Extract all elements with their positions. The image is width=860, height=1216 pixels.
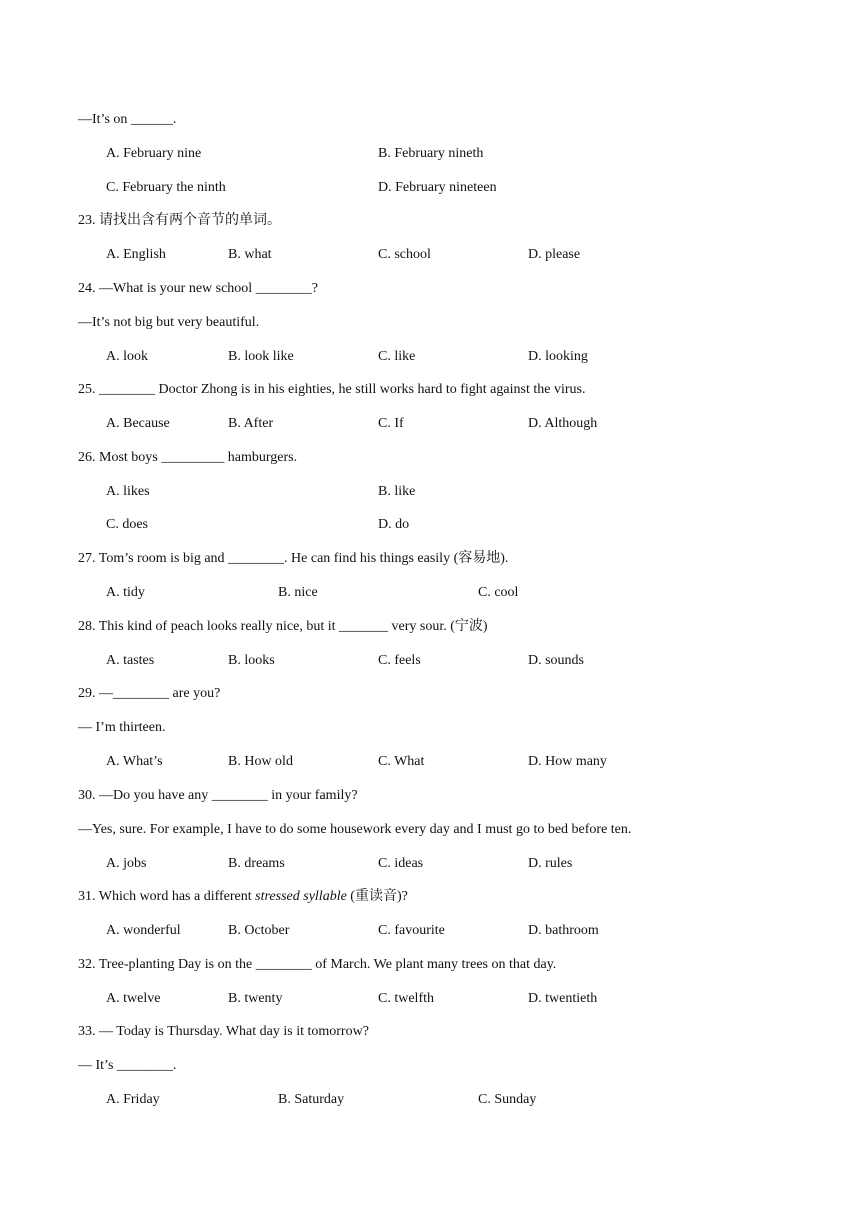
q22-option-d[interactable]: D. February nineteen [378, 180, 497, 195]
q29-options [0, 752, 860, 772]
q23-option-d[interactable]: D. please [528, 247, 581, 262]
q32-option-a[interactable]: A. twelve [106, 991, 161, 1006]
q22-options-row-1 [0, 144, 860, 164]
q31-option-a[interactable]: A. wonderful [106, 923, 181, 938]
q23-options [0, 245, 860, 265]
q31-stem-emphasis: stressed syllable [255, 889, 347, 904]
q23-option-c[interactable]: C. school [378, 247, 431, 262]
q24-option-a[interactable]: A. look [106, 349, 148, 364]
q23-stem: 23. 请找出含有两个音节的单词。 [78, 213, 281, 228]
q25-option-a[interactable]: A. Because [106, 416, 170, 431]
q31-option-c[interactable]: C. favourite [378, 923, 445, 938]
q32-option-c[interactable]: C. twelfth [378, 991, 434, 1006]
q33-stem: 33. — Today is Thursday. What day is it tomorrow? [78, 1024, 369, 1039]
q31-option-b[interactable]: B. October [228, 923, 290, 938]
q22-option-c[interactable]: C. February the ninth [106, 180, 226, 195]
q22-options-row-2 [0, 178, 860, 198]
q27-options [0, 583, 860, 603]
q32-options [0, 989, 860, 1009]
q24-stem: 24. —What is your new school ________? [78, 281, 318, 296]
q26-option-d[interactable]: D. do [378, 517, 410, 532]
q30-option-d[interactable]: D. rules [528, 856, 573, 871]
q23-option-a[interactable]: A. English [106, 247, 166, 262]
q26-stem: 26. Most boys _________ hamburgers. [78, 450, 298, 465]
q31-stem-suffix: (重读音)? [346, 889, 408, 904]
q28-option-c[interactable]: C. feels [378, 653, 421, 668]
q26-option-a[interactable]: A. likes [106, 484, 150, 499]
q24-option-d[interactable]: D. looking [528, 349, 588, 364]
q31-option-d[interactable]: D. bathroom [528, 923, 599, 938]
q29-option-d[interactable]: D. How many [528, 754, 607, 769]
q26-options-row-2 [0, 515, 860, 535]
q27-option-b[interactable]: B. nice [278, 585, 318, 600]
q29-option-b[interactable]: B. How old [228, 754, 293, 769]
q22-option-a[interactable]: A. February nine [106, 146, 202, 161]
q32-stem: 32. Tree-planting Day is on the ________ of March. We plant many trees on that day. [78, 957, 557, 972]
q30-stem: 30. —Do you have any ________ in your family? [78, 788, 358, 803]
q25-option-d[interactable]: D. Although [528, 416, 598, 431]
q22-answer-line: —It’s on ______. [78, 112, 177, 127]
q31-stem-prefix: 31. Which word has a different [78, 889, 256, 904]
q32-option-d[interactable]: D. twentieth [528, 991, 598, 1006]
q28-option-d[interactable]: D. sounds [528, 653, 585, 668]
q27-stem: 27. Tom’s room is big and ________. He can find his things easily (容易地). [78, 551, 509, 566]
q29-option-c[interactable]: C. What [378, 754, 425, 769]
q33-option-a[interactable]: A. Friday [106, 1092, 160, 1107]
q25-option-b[interactable]: B. After [228, 416, 274, 431]
q24-options [0, 347, 860, 367]
q24-option-b[interactable]: B. look like [228, 349, 294, 364]
q25-option-c[interactable]: C. If [378, 416, 404, 431]
q25-options [0, 414, 860, 434]
q31-stem [78, 887, 408, 907]
q33-options [0, 1090, 860, 1110]
q33-answer-line: — It’s ________. [78, 1058, 177, 1073]
q24-option-c[interactable]: C. like [378, 349, 416, 364]
q22-option-b[interactable]: B. February nineth [378, 146, 484, 161]
q28-options [0, 651, 860, 671]
q26-options-row-1 [0, 482, 860, 502]
q28-option-a[interactable]: A. tastes [106, 653, 155, 668]
q27-option-c[interactable]: C. cool [478, 585, 519, 600]
q25-stem: 25. ________ Doctor Zhong is in his eighties, he still works hard to fight against the virus. [78, 382, 586, 397]
q32-option-b[interactable]: B. twenty [228, 991, 283, 1006]
q28-stem: 28. This kind of peach looks really nice, but it _______ very sour. (宁波) [78, 619, 488, 634]
q23-option-b[interactable]: B. what [228, 247, 272, 262]
q26-option-b[interactable]: B. like [378, 484, 416, 499]
q30-option-c[interactable]: C. ideas [378, 856, 424, 871]
q33-option-b[interactable]: B. Saturday [278, 1092, 345, 1107]
q33-option-c[interactable]: C. Sunday [478, 1092, 537, 1107]
q30-options [0, 854, 860, 874]
q26-option-c[interactable]: C. does [106, 517, 148, 532]
q30-option-b[interactable]: B. dreams [228, 856, 285, 871]
q24-answer-line: —It’s not big but very beautiful. [78, 315, 260, 330]
q28-option-b[interactable]: B. looks [228, 653, 275, 668]
q30-answer-line: —Yes, sure. For example, I have to do some housework every day and I must go to bed before ten. [78, 822, 632, 837]
q30-option-a[interactable]: A. jobs [106, 856, 147, 871]
q27-option-a[interactable]: A. tidy [106, 585, 145, 600]
q29-answer-line: — I’m thirteen. [78, 720, 166, 735]
q31-options [0, 921, 860, 941]
q29-stem: 29. —________ are you? [78, 686, 221, 701]
q29-option-a[interactable]: A. What’s [106, 754, 163, 769]
